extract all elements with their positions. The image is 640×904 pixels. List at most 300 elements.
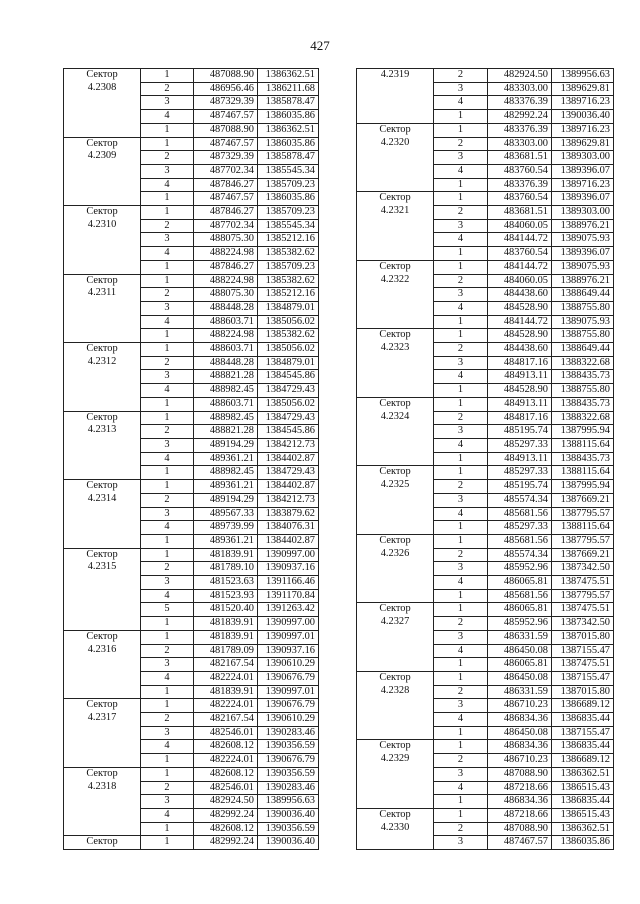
x-coordinate: 488075.30 xyxy=(194,233,258,247)
point-number: 4 xyxy=(434,713,488,727)
x-coordinate: 487702.34 xyxy=(194,219,258,233)
y-coordinate: 1387475.51 xyxy=(552,603,614,617)
x-coordinate: 486956.46 xyxy=(194,82,258,96)
x-coordinate: 485297.33 xyxy=(488,438,552,452)
y-coordinate: 1387475.51 xyxy=(552,576,614,590)
point-number: 2 xyxy=(141,425,194,439)
point-number: 2 xyxy=(141,781,194,795)
table-row xyxy=(64,274,319,288)
y-coordinate: 1386835.44 xyxy=(552,713,614,727)
y-coordinate: 1386211.68 xyxy=(258,82,319,96)
y-coordinate: 1390036.40 xyxy=(258,836,319,850)
y-coordinate: 1387995.94 xyxy=(552,480,614,494)
point-number: 2 xyxy=(434,137,488,151)
point-number: 1 xyxy=(434,247,488,261)
y-coordinate: 1387342.50 xyxy=(552,617,614,631)
sector-number: 4.2313 xyxy=(87,424,117,436)
point-number: 3 xyxy=(434,836,488,850)
y-coordinate: 1388976.21 xyxy=(552,274,614,288)
sector-number: 4.2327 xyxy=(380,616,410,628)
point-number: 3 xyxy=(434,425,488,439)
point-number: 1 xyxy=(434,315,488,329)
sector-number: 4.2320 xyxy=(380,136,410,148)
point-number: 4 xyxy=(141,178,194,192)
point-number: 3 xyxy=(434,699,488,713)
x-coordinate: 484913.11 xyxy=(488,370,552,384)
y-coordinate: 1388322.68 xyxy=(552,356,614,370)
y-coordinate: 1390937.16 xyxy=(258,562,319,576)
x-coordinate: 486065.81 xyxy=(488,603,552,617)
y-coordinate: 1387475.51 xyxy=(552,658,614,672)
x-coordinate: 483681.51 xyxy=(488,206,552,220)
point-number: 2 xyxy=(434,480,488,494)
x-coordinate: 482224.01 xyxy=(194,671,258,685)
x-coordinate: 484528.90 xyxy=(488,301,552,315)
point-number: 4 xyxy=(434,781,488,795)
x-coordinate: 486331.59 xyxy=(488,630,552,644)
x-coordinate: 488821.28 xyxy=(194,425,258,439)
point-number: 1 xyxy=(434,123,488,137)
coordinates-table-right xyxy=(356,68,614,850)
x-coordinate: 484528.90 xyxy=(488,329,552,343)
y-coordinate: 1386035.86 xyxy=(258,137,319,151)
sector-number: 4.2324 xyxy=(380,410,410,422)
x-coordinate: 487702.34 xyxy=(194,164,258,178)
point-number: 4 xyxy=(434,370,488,384)
sector-number: 4.2319 xyxy=(380,69,410,80)
sector-cell xyxy=(64,548,141,630)
sector-label: Сектор xyxy=(379,329,411,341)
y-coordinate: 1390036.40 xyxy=(258,808,319,822)
sector-cell xyxy=(64,699,141,768)
point-number: 1 xyxy=(434,671,488,685)
point-number: 1 xyxy=(434,521,488,535)
sector-cell xyxy=(357,260,434,329)
y-coordinate: 1387155.47 xyxy=(552,644,614,658)
x-coordinate: 487467.57 xyxy=(194,137,258,151)
x-coordinate: 489194.29 xyxy=(194,438,258,452)
sector-cell xyxy=(357,671,434,740)
y-coordinate: 1387795.57 xyxy=(552,534,614,548)
table-row xyxy=(357,329,614,343)
y-coordinate: 1388649.44 xyxy=(552,288,614,302)
x-coordinate: 485297.33 xyxy=(488,466,552,480)
sector-cell xyxy=(357,466,434,535)
y-coordinate: 1389956.63 xyxy=(552,69,614,83)
y-coordinate: 1389303.00 xyxy=(552,206,614,220)
point-number: 1 xyxy=(141,822,194,836)
x-coordinate: 484913.11 xyxy=(488,452,552,466)
point-number: 4 xyxy=(434,644,488,658)
point-number: 2 xyxy=(141,82,194,96)
y-coordinate: 1384076.31 xyxy=(258,521,319,535)
table-row xyxy=(357,192,614,206)
x-coordinate: 486834.36 xyxy=(488,795,552,809)
y-coordinate: 1391170.84 xyxy=(258,589,319,603)
x-coordinate: 486710.23 xyxy=(488,754,552,768)
x-coordinate: 488603.71 xyxy=(194,343,258,357)
point-number: 2 xyxy=(141,644,194,658)
point-number: 2 xyxy=(141,493,194,507)
sector-number: 4.2325 xyxy=(380,479,410,491)
table-row xyxy=(64,69,319,83)
point-number: 1 xyxy=(434,397,488,411)
x-coordinate: 487846.27 xyxy=(194,260,258,274)
point-number: 4 xyxy=(141,315,194,329)
x-coordinate: 485952.96 xyxy=(488,617,552,631)
y-coordinate: 1387795.57 xyxy=(552,589,614,603)
point-number: 1 xyxy=(434,740,488,754)
point-number: 4 xyxy=(141,384,194,398)
sector-label: Сектор xyxy=(379,466,411,478)
point-number: 1 xyxy=(434,178,488,192)
y-coordinate: 1388322.68 xyxy=(552,411,614,425)
point-number: 2 xyxy=(434,548,488,562)
table-row xyxy=(64,699,319,713)
point-number: 1 xyxy=(434,260,488,274)
sector-cell xyxy=(64,767,141,836)
point-number: 2 xyxy=(434,274,488,288)
point-number: 3 xyxy=(434,82,488,96)
sector-number: 4.2329 xyxy=(380,753,410,765)
sector-label: Сектор xyxy=(86,137,118,149)
sector-label: Сектор xyxy=(86,630,118,642)
point-number: 2 xyxy=(434,822,488,836)
y-coordinate: 1386515.43 xyxy=(552,781,614,795)
x-coordinate: 486450.08 xyxy=(488,726,552,740)
table-row xyxy=(357,808,614,822)
x-coordinate: 485195.74 xyxy=(488,480,552,494)
table-row xyxy=(357,69,614,83)
sector-cell xyxy=(64,480,141,549)
x-coordinate: 481839.91 xyxy=(194,617,258,631)
x-coordinate: 482924.50 xyxy=(194,795,258,809)
y-coordinate: 1385056.02 xyxy=(258,343,319,357)
sector-label: Сектор xyxy=(379,192,411,204)
point-number: 4 xyxy=(141,110,194,124)
y-coordinate: 1385545.34 xyxy=(258,164,319,178)
sector-label: Сектор xyxy=(379,534,411,546)
point-number: 4 xyxy=(141,671,194,685)
point-number: 2 xyxy=(434,343,488,357)
point-number: 1 xyxy=(141,69,194,83)
sector-cell xyxy=(357,123,434,192)
x-coordinate: 488224.98 xyxy=(194,247,258,261)
point-number: 3 xyxy=(434,562,488,576)
point-number: 1 xyxy=(141,767,194,781)
x-coordinate: 482992.24 xyxy=(194,808,258,822)
x-coordinate: 487218.66 xyxy=(488,781,552,795)
point-number: 1 xyxy=(141,411,194,425)
y-coordinate: 1383879.62 xyxy=(258,507,319,521)
point-number: 3 xyxy=(434,630,488,644)
x-coordinate: 482992.24 xyxy=(194,836,258,850)
x-coordinate: 485952.96 xyxy=(488,562,552,576)
y-coordinate: 1389956.63 xyxy=(258,795,319,809)
point-number: 1 xyxy=(141,466,194,480)
x-coordinate: 483376.39 xyxy=(488,96,552,110)
x-coordinate: 483376.39 xyxy=(488,178,552,192)
x-coordinate: 483303.00 xyxy=(488,82,552,96)
y-coordinate: 1391166.46 xyxy=(258,576,319,590)
page-number: 427 xyxy=(310,38,330,53)
point-number: 1 xyxy=(141,274,194,288)
y-coordinate: 1389396.07 xyxy=(552,192,614,206)
y-coordinate: 1388115.64 xyxy=(552,438,614,452)
point-number: 1 xyxy=(141,123,194,137)
x-coordinate: 488603.71 xyxy=(194,315,258,329)
point-number: 4 xyxy=(141,452,194,466)
sector-number: 4.2311 xyxy=(87,287,117,299)
x-coordinate: 484438.60 xyxy=(488,343,552,357)
x-coordinate: 486450.08 xyxy=(488,671,552,685)
point-number: 1 xyxy=(434,534,488,548)
y-coordinate: 1389716.23 xyxy=(552,123,614,137)
sector-cell xyxy=(64,69,141,138)
y-coordinate: 1384212.73 xyxy=(258,493,319,507)
sector-cell xyxy=(64,206,141,275)
x-coordinate: 484060.05 xyxy=(488,219,552,233)
y-coordinate: 1387669.21 xyxy=(552,548,614,562)
table-row xyxy=(64,206,319,220)
sector-cell xyxy=(64,343,141,412)
y-coordinate: 1388755.80 xyxy=(552,301,614,315)
y-coordinate: 1390610.29 xyxy=(258,658,319,672)
sector-label: Сектор xyxy=(379,260,411,272)
x-coordinate: 488821.28 xyxy=(194,370,258,384)
y-coordinate: 1390283.46 xyxy=(258,781,319,795)
x-coordinate: 485574.34 xyxy=(488,548,552,562)
y-coordinate: 1385382.62 xyxy=(258,329,319,343)
sector-number: 4.2315 xyxy=(87,561,117,573)
x-coordinate: 487467.57 xyxy=(488,836,552,850)
y-coordinate: 1384545.86 xyxy=(258,425,319,439)
y-coordinate: 1390937.16 xyxy=(258,644,319,658)
x-coordinate: 485681.56 xyxy=(488,507,552,521)
sector-label: Сектор xyxy=(86,206,118,218)
y-coordinate: 1389075.93 xyxy=(552,233,614,247)
x-coordinate: 481839.91 xyxy=(194,685,258,699)
sector-label: Сектор xyxy=(379,123,411,135)
y-coordinate: 1388115.64 xyxy=(552,466,614,480)
x-coordinate: 488982.45 xyxy=(194,411,258,425)
x-coordinate: 482546.01 xyxy=(194,781,258,795)
y-coordinate: 1387155.47 xyxy=(552,671,614,685)
y-coordinate: 1390610.29 xyxy=(258,713,319,727)
table-row xyxy=(64,411,319,425)
point-number: 3 xyxy=(141,96,194,110)
x-coordinate: 489194.29 xyxy=(194,493,258,507)
sector-label: Сектор xyxy=(86,767,118,779)
point-number: 2 xyxy=(141,713,194,727)
x-coordinate: 487088.90 xyxy=(194,123,258,137)
y-coordinate: 1389629.81 xyxy=(552,82,614,96)
table-row xyxy=(64,548,319,562)
sector-label: Сектор xyxy=(86,480,118,492)
x-coordinate: 487218.66 xyxy=(488,808,552,822)
point-number: 2 xyxy=(434,69,488,83)
coordinates-table-left xyxy=(63,68,319,850)
sector-cell xyxy=(357,534,434,603)
point-number: 1 xyxy=(434,589,488,603)
point-number: 1 xyxy=(434,466,488,480)
y-coordinate: 1386362.51 xyxy=(258,69,319,83)
y-coordinate: 1387155.47 xyxy=(552,726,614,740)
x-coordinate: 482224.01 xyxy=(194,699,258,713)
table-row xyxy=(64,767,319,781)
y-coordinate: 1390356.59 xyxy=(258,822,319,836)
point-number: 4 xyxy=(141,247,194,261)
sector-number: 4.2323 xyxy=(380,342,410,354)
x-coordinate: 482608.12 xyxy=(194,740,258,754)
x-coordinate: 483681.51 xyxy=(488,151,552,165)
y-coordinate: 1384402.87 xyxy=(258,452,319,466)
y-coordinate: 1384729.43 xyxy=(258,384,319,398)
point-number: 3 xyxy=(434,493,488,507)
x-coordinate: 488448.28 xyxy=(194,301,258,315)
x-coordinate: 485574.34 xyxy=(488,493,552,507)
sector-number: 4.2326 xyxy=(380,547,410,559)
x-coordinate: 489739.99 xyxy=(194,521,258,535)
point-number: 3 xyxy=(141,795,194,809)
point-number: 4 xyxy=(141,740,194,754)
y-coordinate: 1389075.93 xyxy=(552,315,614,329)
x-coordinate: 487088.90 xyxy=(488,822,552,836)
point-number: 1 xyxy=(434,603,488,617)
y-coordinate: 1385056.02 xyxy=(258,397,319,411)
x-coordinate: 485681.56 xyxy=(488,589,552,603)
point-number: 3 xyxy=(434,356,488,370)
point-number: 2 xyxy=(434,411,488,425)
point-number: 3 xyxy=(434,767,488,781)
x-coordinate: 482608.12 xyxy=(194,767,258,781)
y-coordinate: 1387795.57 xyxy=(552,507,614,521)
x-coordinate: 481839.91 xyxy=(194,630,258,644)
sector-label: Сектор xyxy=(379,740,411,752)
table-row xyxy=(64,630,319,644)
y-coordinate: 1388435.73 xyxy=(552,452,614,466)
y-coordinate: 1385212.16 xyxy=(258,288,319,302)
point-number: 4 xyxy=(434,507,488,521)
y-coordinate: 1387995.94 xyxy=(552,425,614,439)
x-coordinate: 481520.40 xyxy=(194,603,258,617)
x-coordinate: 482224.01 xyxy=(194,754,258,768)
x-coordinate: 481523.63 xyxy=(194,576,258,590)
x-coordinate: 488224.98 xyxy=(194,329,258,343)
sector-cell xyxy=(357,69,434,124)
point-number: 3 xyxy=(141,507,194,521)
point-number: 1 xyxy=(141,343,194,357)
y-coordinate: 1386515.43 xyxy=(552,808,614,822)
x-coordinate: 488982.45 xyxy=(194,466,258,480)
y-coordinate: 1386035.86 xyxy=(258,192,319,206)
point-number: 2 xyxy=(141,562,194,576)
table-row xyxy=(64,343,319,357)
x-coordinate: 487846.27 xyxy=(194,206,258,220)
y-coordinate: 1387015.80 xyxy=(552,630,614,644)
point-number: 4 xyxy=(434,301,488,315)
y-coordinate: 1385878.47 xyxy=(258,151,319,165)
y-coordinate: 1388115.64 xyxy=(552,521,614,535)
y-coordinate: 1388435.73 xyxy=(552,370,614,384)
y-coordinate: 1386835.44 xyxy=(552,740,614,754)
y-coordinate: 1384879.01 xyxy=(258,301,319,315)
point-number: 2 xyxy=(141,356,194,370)
y-coordinate: 1384402.87 xyxy=(258,480,319,494)
x-coordinate: 481523.93 xyxy=(194,589,258,603)
sector-label: Сектор xyxy=(379,603,411,615)
x-coordinate: 488448.28 xyxy=(194,356,258,370)
sector-number: 4.2316 xyxy=(87,643,117,655)
point-number: 1 xyxy=(434,726,488,740)
x-coordinate: 483303.00 xyxy=(488,137,552,151)
y-coordinate: 1388649.44 xyxy=(552,343,614,357)
sector-label: Сектор xyxy=(86,274,118,286)
x-coordinate: 483760.54 xyxy=(488,247,552,261)
y-coordinate: 1384879.01 xyxy=(258,356,319,370)
x-coordinate: 486834.36 xyxy=(488,740,552,754)
point-number: 1 xyxy=(141,630,194,644)
point-number: 1 xyxy=(141,329,194,343)
y-coordinate: 1386362.51 xyxy=(552,767,614,781)
point-number: 2 xyxy=(141,288,194,302)
x-coordinate: 487088.90 xyxy=(488,767,552,781)
y-coordinate: 1390356.59 xyxy=(258,767,319,781)
sector-number: 4.2322 xyxy=(380,273,410,285)
y-coordinate: 1390997.00 xyxy=(258,617,319,631)
x-coordinate: 484528.90 xyxy=(488,384,552,398)
x-coordinate: 489361.21 xyxy=(194,534,258,548)
y-coordinate: 1385056.02 xyxy=(258,315,319,329)
y-coordinate: 1387669.21 xyxy=(552,493,614,507)
point-number: 4 xyxy=(141,521,194,535)
y-coordinate: 1385878.47 xyxy=(258,96,319,110)
sector-label: Сектор xyxy=(86,343,118,355)
sector-number: 4.2318 xyxy=(87,780,117,792)
point-number: 4 xyxy=(434,164,488,178)
x-coordinate: 487329.39 xyxy=(194,151,258,165)
point-number: 1 xyxy=(141,548,194,562)
sector-cell xyxy=(357,740,434,809)
x-coordinate: 484144.72 xyxy=(488,315,552,329)
point-number: 4 xyxy=(434,96,488,110)
point-number: 1 xyxy=(434,384,488,398)
y-coordinate: 1390676.79 xyxy=(258,699,319,713)
point-number: 3 xyxy=(434,151,488,165)
sector-cell xyxy=(357,808,434,849)
sector-cell xyxy=(357,397,434,466)
x-coordinate: 482167.54 xyxy=(194,713,258,727)
table-row xyxy=(357,466,614,480)
y-coordinate: 1386362.51 xyxy=(258,123,319,137)
x-coordinate: 486450.08 xyxy=(488,644,552,658)
point-number: 4 xyxy=(434,233,488,247)
sector-cell xyxy=(64,274,141,343)
table-row xyxy=(357,397,614,411)
x-coordinate: 487467.57 xyxy=(194,110,258,124)
y-coordinate: 1390676.79 xyxy=(258,754,319,768)
x-coordinate: 486065.81 xyxy=(488,658,552,672)
x-coordinate: 484817.16 xyxy=(488,411,552,425)
point-number: 4 xyxy=(141,808,194,822)
sector-number: 4.2309 xyxy=(87,150,117,162)
x-coordinate: 488224.98 xyxy=(194,274,258,288)
x-coordinate: 488603.71 xyxy=(194,397,258,411)
sector-label: Сектор xyxy=(86,411,118,423)
y-coordinate: 1385545.34 xyxy=(258,219,319,233)
y-coordinate: 1387015.80 xyxy=(552,685,614,699)
x-coordinate: 484144.72 xyxy=(488,260,552,274)
